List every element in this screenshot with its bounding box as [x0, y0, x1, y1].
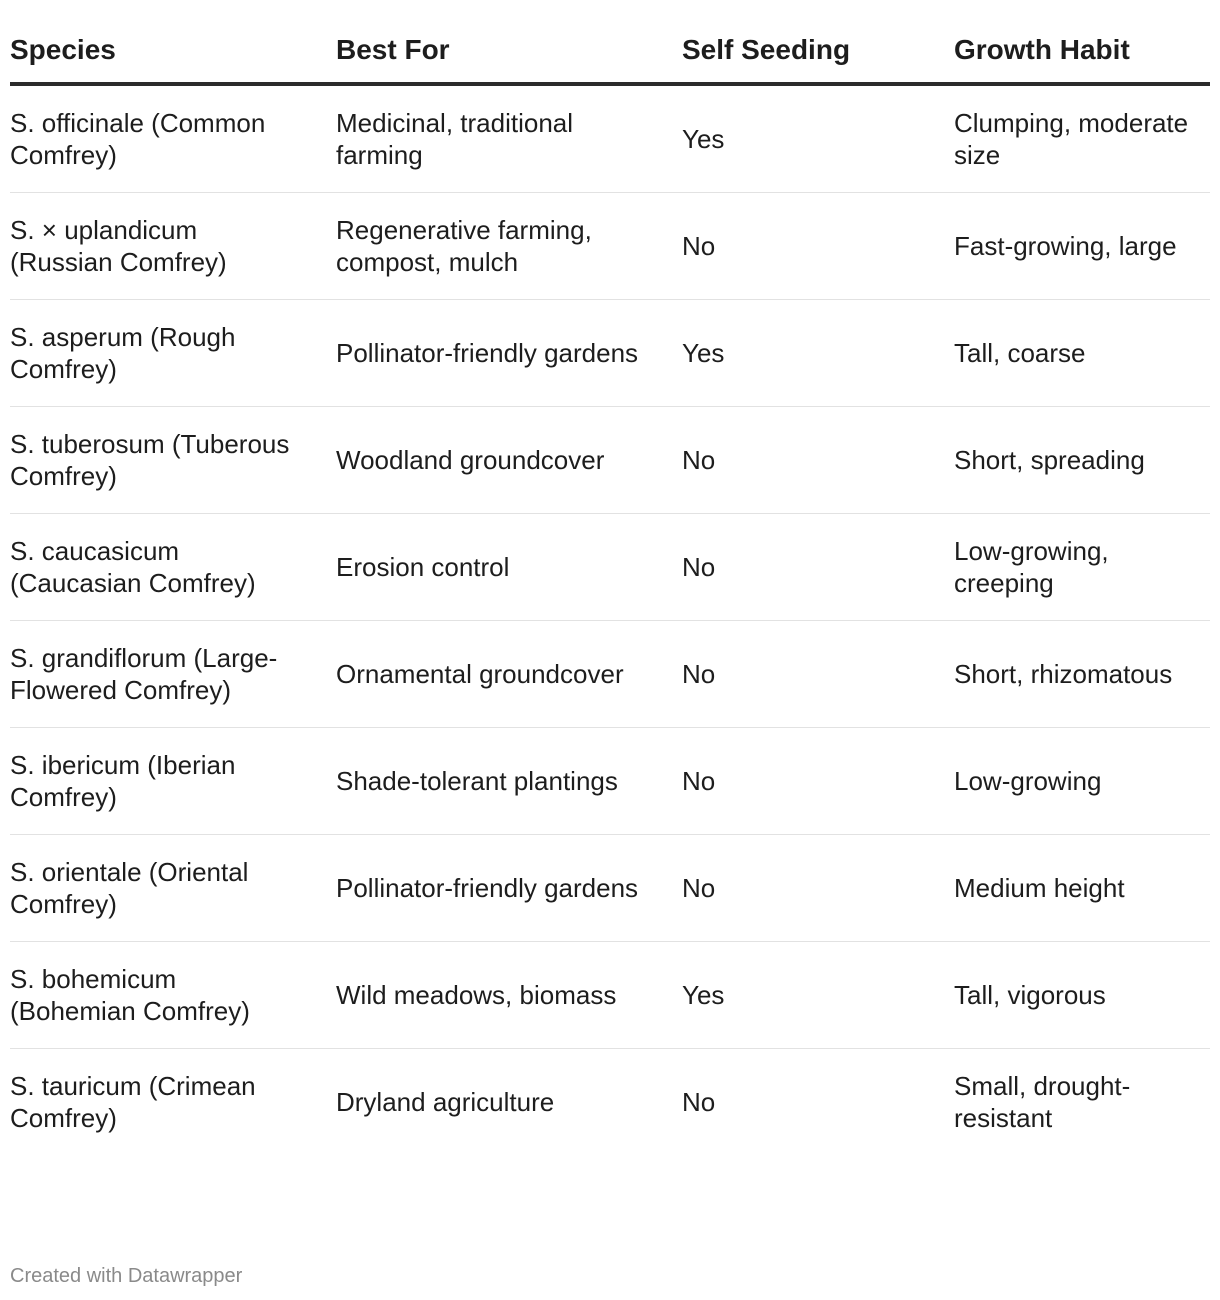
cell-self-seeding: No: [682, 621, 954, 728]
column-header-growth-habit[interactable]: Growth Habit: [954, 30, 1210, 84]
table-row: [10, 514, 1210, 621]
cell-best-for: Erosion control: [336, 514, 682, 621]
table-row: [10, 728, 1210, 835]
cell-species: S. bohemicum (Bohemian Comfrey): [10, 942, 336, 1049]
column-header-self-seeding[interactable]: Self Seeding: [682, 30, 954, 84]
cell-self-seeding: No: [682, 1087, 716, 1117]
cell-self-seeding: No: [682, 728, 954, 835]
cell-best-for: Regenerative farming, compost, mulch: [336, 193, 682, 300]
cell-best-for: Dryland agriculture: [336, 1087, 555, 1117]
cell-species: S. tauricum (Crimean Comfrey): [10, 1071, 256, 1133]
cell-growth-habit: Tall, vigorous: [954, 942, 1210, 1049]
cell-species: S. grandiflorum (Large-Flowered Comfrey): [10, 621, 336, 728]
cell-species: S. asperum (Rough Comfrey): [10, 300, 336, 407]
cell-best-for: Pollinator-friendly gardens: [336, 835, 682, 942]
cell-growth-habit: Short, spreading: [954, 407, 1210, 514]
table-row: [10, 300, 1210, 407]
cell-growth-habit: Tall, coarse: [954, 300, 1210, 407]
table-body: [10, 84, 1210, 1155]
cell-self-seeding: No: [682, 835, 954, 942]
table-header: [10, 30, 1210, 84]
table-row: [10, 84, 1210, 193]
header-row: [10, 30, 1210, 84]
cell-species: S. tuberosum (Tuberous Comfrey): [10, 407, 336, 514]
cell-self-seeding: Yes: [682, 942, 954, 1049]
cell-species: S. officinale (Common Comfrey): [10, 84, 336, 193]
cell-growth-habit: Clumping, moderate size: [954, 84, 1210, 193]
cell-best-for: Pollinator-friendly gardens: [336, 300, 682, 407]
table-row: [10, 193, 1210, 300]
cell-growth-habit: Fast-growing, large: [954, 193, 1210, 300]
table-row: [10, 1049, 1210, 1156]
cell-species: S. orientale (Oriental Comfrey): [10, 835, 336, 942]
cell-growth-habit: Small, drought-resistant: [954, 1071, 1131, 1133]
cell-self-seeding: No: [682, 407, 954, 514]
cell-growth-habit: Low-growing, creeping: [954, 514, 1210, 621]
table-row: [10, 621, 1210, 728]
cell-growth-habit: Medium height: [954, 835, 1210, 942]
cell-best-for: Wild meadows, biomass: [336, 942, 682, 1049]
cell-species: S. × uplandicum (Russian Comfrey): [10, 193, 336, 300]
cell-self-seeding: No: [682, 514, 954, 621]
table-row: [10, 942, 1210, 1049]
cell-self-seeding: Yes: [682, 300, 954, 407]
cell-growth-habit: Low-growing: [954, 728, 1210, 835]
data-table-container: [10, 30, 1210, 1155]
table-row: [10, 407, 1210, 514]
cell-growth-habit: Short, rhizomatous: [954, 621, 1210, 728]
cell-best-for: Shade-tolerant plantings: [336, 728, 682, 835]
cell-species: S. ibericum (Iberian Comfrey): [10, 728, 336, 835]
table-row: [10, 835, 1210, 942]
cell-best-for: Woodland groundcover: [336, 407, 682, 514]
datawrapper-credit[interactable]: Created with Datawrapper: [10, 1265, 243, 1287]
column-header-best-for[interactable]: Best For: [336, 30, 682, 84]
cell-self-seeding: Yes: [682, 84, 954, 193]
cell-self-seeding: No: [682, 193, 954, 300]
data-table: [10, 30, 1210, 1155]
cell-best-for: Ornamental groundcover: [336, 621, 682, 728]
cell-species: S. caucasicum (Caucasian Comfrey): [10, 514, 336, 621]
column-header-species[interactable]: Species: [10, 30, 336, 84]
cell-best-for: Medicinal, traditional farming: [336, 84, 682, 193]
